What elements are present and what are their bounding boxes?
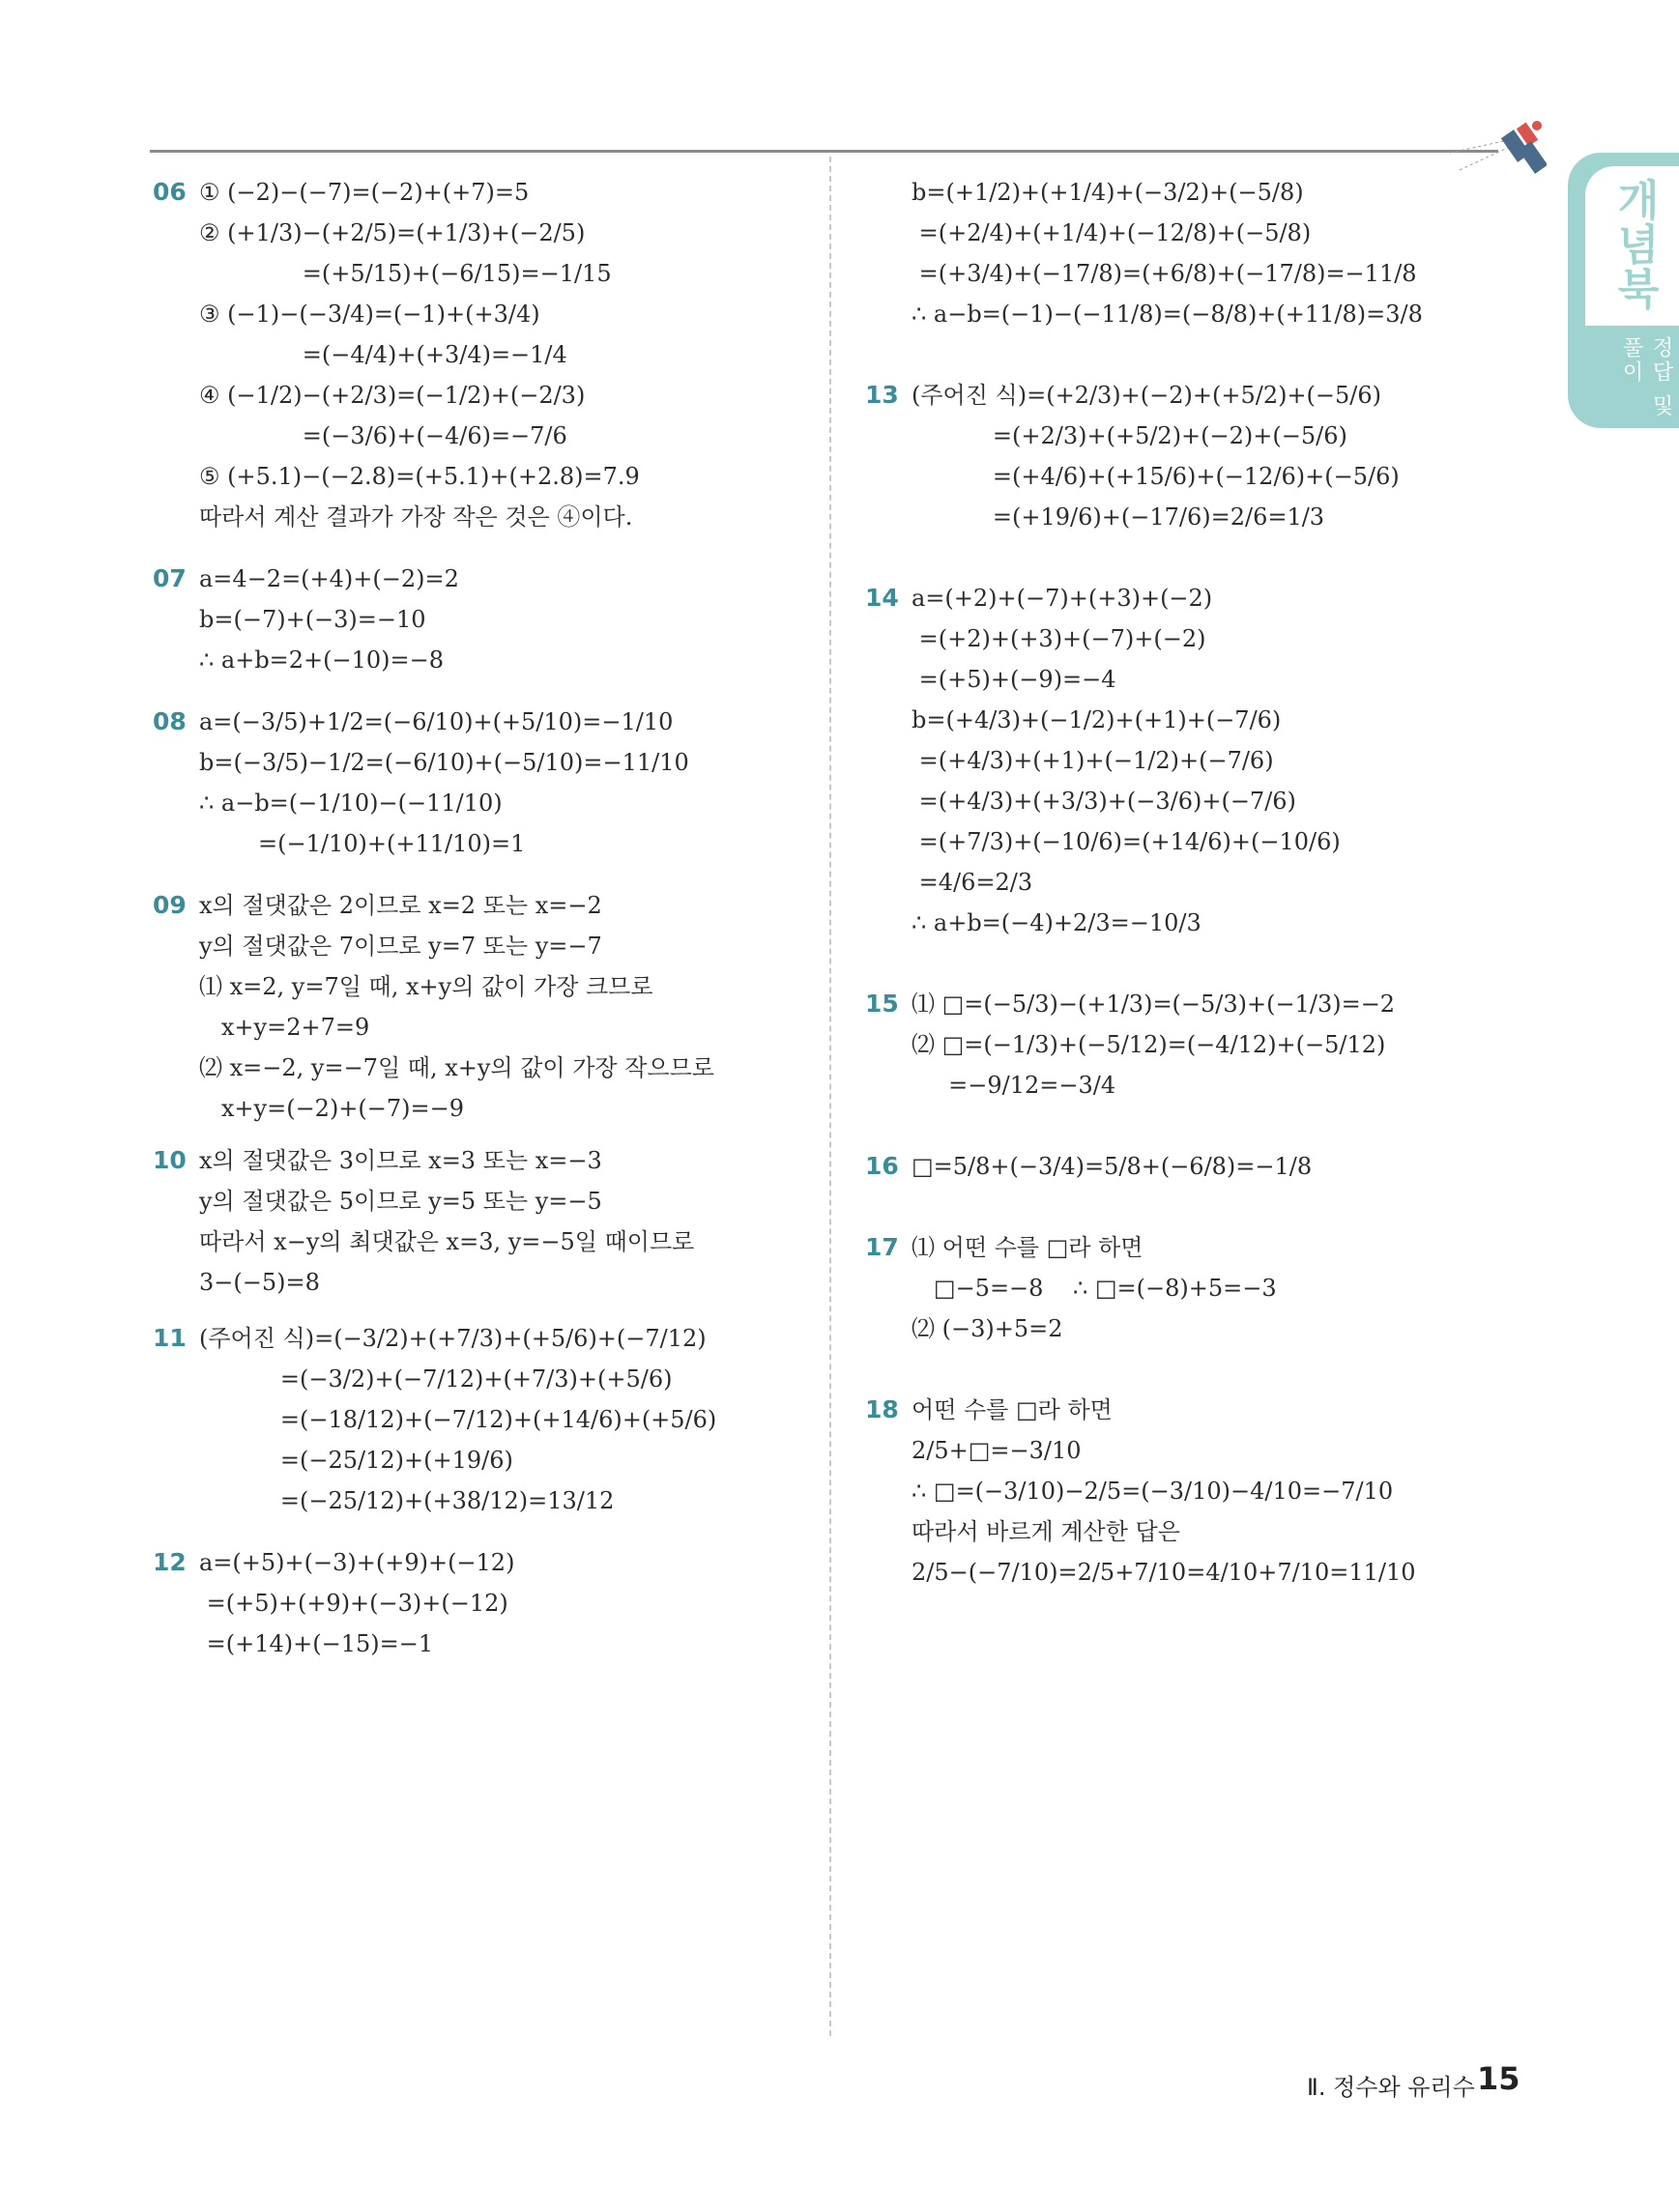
- problem-item: [865, 375, 1532, 537]
- problem-item: [865, 984, 1532, 1106]
- problem-number: 12: [153, 1548, 187, 1576]
- right-column: [865, 172, 1532, 1593]
- solution-line: □−5=−8 ∴ □=(−8)+5=−3: [912, 1275, 1277, 1302]
- side-tab-title: 개념북: [1609, 178, 1659, 311]
- solution-line: =(+14)+(−15)=−1: [199, 1630, 434, 1657]
- side-tab-subtitle: 정답 및 풀이: [1619, 336, 1673, 418]
- solution-line: a=(+5)+(−3)+(+9)+(−12): [199, 1549, 515, 1576]
- solution-line: b=(+4/3)+(−1/2)+(+1)+(−7/6): [912, 706, 1282, 733]
- solution-line: a=(+2)+(−7)+(+3)+(−2): [912, 585, 1213, 612]
- problem-item: [153, 702, 810, 864]
- problem-item: [153, 1140, 810, 1303]
- solution-line: 3−(−5)=8: [199, 1269, 320, 1296]
- solution-line: x+y=2+7=9: [199, 1014, 370, 1041]
- solution-line: =−9/12=−3/4: [912, 1072, 1116, 1099]
- problem-number: 06: [153, 178, 187, 206]
- solution-line: 따라서 계산 결과가 가장 작은 것은 ④이다.: [199, 503, 633, 531]
- solution-line: =(−1/10)+(+11/10)=1: [199, 830, 526, 857]
- problem-number: 18: [865, 1395, 899, 1423]
- problem-number: 13: [865, 381, 899, 409]
- solution-line: (주어진 식)=(−3/2)+(+7/3)+(+5/6)+(−7/12): [199, 1325, 707, 1352]
- solution-line: =(+4/6)+(+15/6)+(−12/6)+(−5/6): [912, 463, 1400, 490]
- solution-line: ⑵ x=−2, y=−7일 때, x+y의 값이 가장 작으므로: [199, 1054, 714, 1081]
- problem-number: 10: [153, 1146, 187, 1174]
- problem-item: [865, 172, 1532, 334]
- solution-line: a=(−3/5)+1/2=(−6/10)+(+5/10)=−1/10: [199, 708, 674, 735]
- solution-line: =4/6=2/3: [912, 869, 1033, 896]
- solution-line: =(+19/6)+(−17/6)=2/6=1/3: [912, 503, 1325, 531]
- solution-line: x의 절댓값은 3이므로 x=3 또는 x=−3: [199, 1147, 602, 1174]
- solution-line: =(+5/15)+(−6/15)=−1/15: [199, 260, 612, 287]
- solution-line: ∴ □=(−3/10)−2/5=(−3/10)−4/10=−7/10: [912, 1478, 1394, 1505]
- solution-line: b=(+1/2)+(+1/4)+(−3/2)+(−5/8): [912, 179, 1304, 206]
- solution-line: =(−18/12)+(−7/12)+(+14/6)+(+5/6): [199, 1406, 717, 1433]
- solution-line: 2/5+□=−3/10: [912, 1437, 1082, 1464]
- problem-number: 15: [865, 990, 899, 1018]
- solution-line: (주어진 식)=(+2/3)+(−2)+(+5/2)+(−5/6): [912, 382, 1382, 409]
- solution-line: 따라서 바르게 계산한 답은: [912, 1518, 1180, 1545]
- solution-line: =(+5)+(−9)=−4: [912, 666, 1116, 693]
- solution-line: =(+2/3)+(+5/2)+(−2)+(−5/6): [912, 422, 1347, 449]
- problem-number: 14: [865, 584, 899, 612]
- problem-item: [153, 885, 810, 1129]
- problem-number: 17: [865, 1233, 899, 1261]
- solution-line: y의 절댓값은 7이므로 y=7 또는 y=−7: [199, 933, 602, 960]
- column-divider: [829, 157, 831, 2036]
- solution-line: x의 절댓값은 2이므로 x=2 또는 x=−2: [199, 892, 602, 919]
- problem-item: [153, 172, 810, 537]
- solution-line: a=4−2=(+4)+(−2)=2: [199, 565, 459, 592]
- solution-line: =(−25/12)+(+19/6): [199, 1447, 513, 1474]
- solution-line: ⑴ x=2, y=7일 때, x+y의 값이 가장 크므로: [199, 973, 653, 1000]
- page-number: 15: [1477, 2060, 1520, 2097]
- solution-line: b=(−3/5)−1/2=(−6/10)+(−5/10)=−11/10: [199, 749, 689, 776]
- problem-item: [153, 559, 810, 680]
- left-column: [153, 172, 810, 1664]
- solution-line: =(−3/6)+(−4/6)=−7/6: [199, 422, 567, 449]
- solution-line: ① (−2)−(−7)=(−2)+(+7)=5: [199, 179, 530, 206]
- solution-line: ∴ a−b=(−1/10)−(−11/10): [199, 790, 503, 817]
- solution-line: =(−4/4)+(+3/4)=−1/4: [199, 341, 567, 368]
- solution-line: =(+4/3)+(+1)+(−1/2)+(−7/6): [912, 747, 1274, 774]
- solution-line: 2/5−(−7/10)=2/5+7/10=4/10+7/10=11/10: [912, 1559, 1416, 1586]
- problem-item: [153, 1318, 810, 1521]
- solution-line: ② (+1/3)−(+2/5)=(+1/3)+(−2/5): [199, 219, 586, 246]
- solution-line: ③ (−1)−(−3/4)=(−1)+(+3/4): [199, 301, 540, 328]
- solution-line: =(+4/3)+(+3/3)+(−3/6)+(−7/6): [912, 788, 1296, 815]
- solution-line: ⑤ (+5.1)−(−2.8)=(+5.1)+(+2.8)=7.9: [199, 463, 640, 490]
- footer-chapter: Ⅱ. 정수와 유리수: [1307, 2074, 1475, 2101]
- side-tab: [1568, 153, 1679, 428]
- problem-number: 16: [865, 1152, 899, 1180]
- solution-line: y의 절댓값은 5이므로 y=5 또는 y=−5: [199, 1188, 602, 1215]
- solution-line: =(+2/4)+(+1/4)+(−12/8)+(−5/8): [912, 219, 1312, 246]
- solution-line: ∴ a+b=2+(−10)=−8: [199, 646, 445, 674]
- solution-line: b=(−7)+(−3)=−10: [199, 606, 426, 633]
- solution-line: ∴ a+b=(−4)+2/3=−10/3: [912, 909, 1201, 936]
- solution-line: =(+3/4)+(−17/8)=(+6/8)+(−17/8)=−11/8: [912, 260, 1417, 287]
- problem-item: [865, 1390, 1532, 1593]
- solution-line: ⑵ □=(−1/3)+(−5/12)=(−4/12)+(−5/12): [912, 1031, 1386, 1058]
- problem-number: 09: [153, 891, 187, 919]
- solution-line: ⑴ 어떤 수를 □라 하면: [912, 1234, 1143, 1261]
- problem-number: 11: [153, 1324, 187, 1352]
- solution-line: ④ (−1/2)−(+2/3)=(−1/2)+(−2/3): [199, 382, 586, 409]
- problem-number: 08: [153, 707, 187, 735]
- solution-line: 따라서 x−y의 최댓값은 x=3, y=−5일 때이므로: [199, 1228, 695, 1255]
- problem-item: [865, 1227, 1532, 1349]
- solution-line: 어떤 수를 □라 하면: [912, 1396, 1113, 1423]
- solution-line: ∴ a−b=(−1)−(−11/8)=(−8/8)+(+11/8)=3/8: [912, 301, 1423, 328]
- solution-line: =(+2)+(+3)+(−7)+(−2): [912, 625, 1206, 652]
- solution-line: x+y=(−2)+(−7)=−9: [199, 1095, 465, 1122]
- problem-item: [865, 578, 1532, 943]
- solution-line: =(+7/3)+(−10/6)=(+14/6)+(−10/6): [912, 828, 1341, 855]
- solution-line: =(−25/12)+(+38/12)=13/12: [199, 1487, 615, 1514]
- solution-line: ⑴ □=(−5/3)−(+1/3)=(−5/3)+(−1/3)=−2: [912, 991, 1396, 1018]
- solution-line: =(−3/2)+(−7/12)+(+7/3)+(+5/6): [199, 1365, 673, 1393]
- problem-number: 07: [153, 564, 187, 592]
- top-rule: [150, 150, 1498, 153]
- solution-line: ⑵ (−3)+5=2: [912, 1315, 1063, 1342]
- problem-item: [153, 1542, 810, 1664]
- solution-line: =(+5)+(+9)+(−3)+(−12): [199, 1590, 508, 1617]
- problem-item: [865, 1146, 1532, 1187]
- solution-line: □=5/8+(−3/4)=5/8+(−6/8)=−1/8: [912, 1153, 1313, 1180]
